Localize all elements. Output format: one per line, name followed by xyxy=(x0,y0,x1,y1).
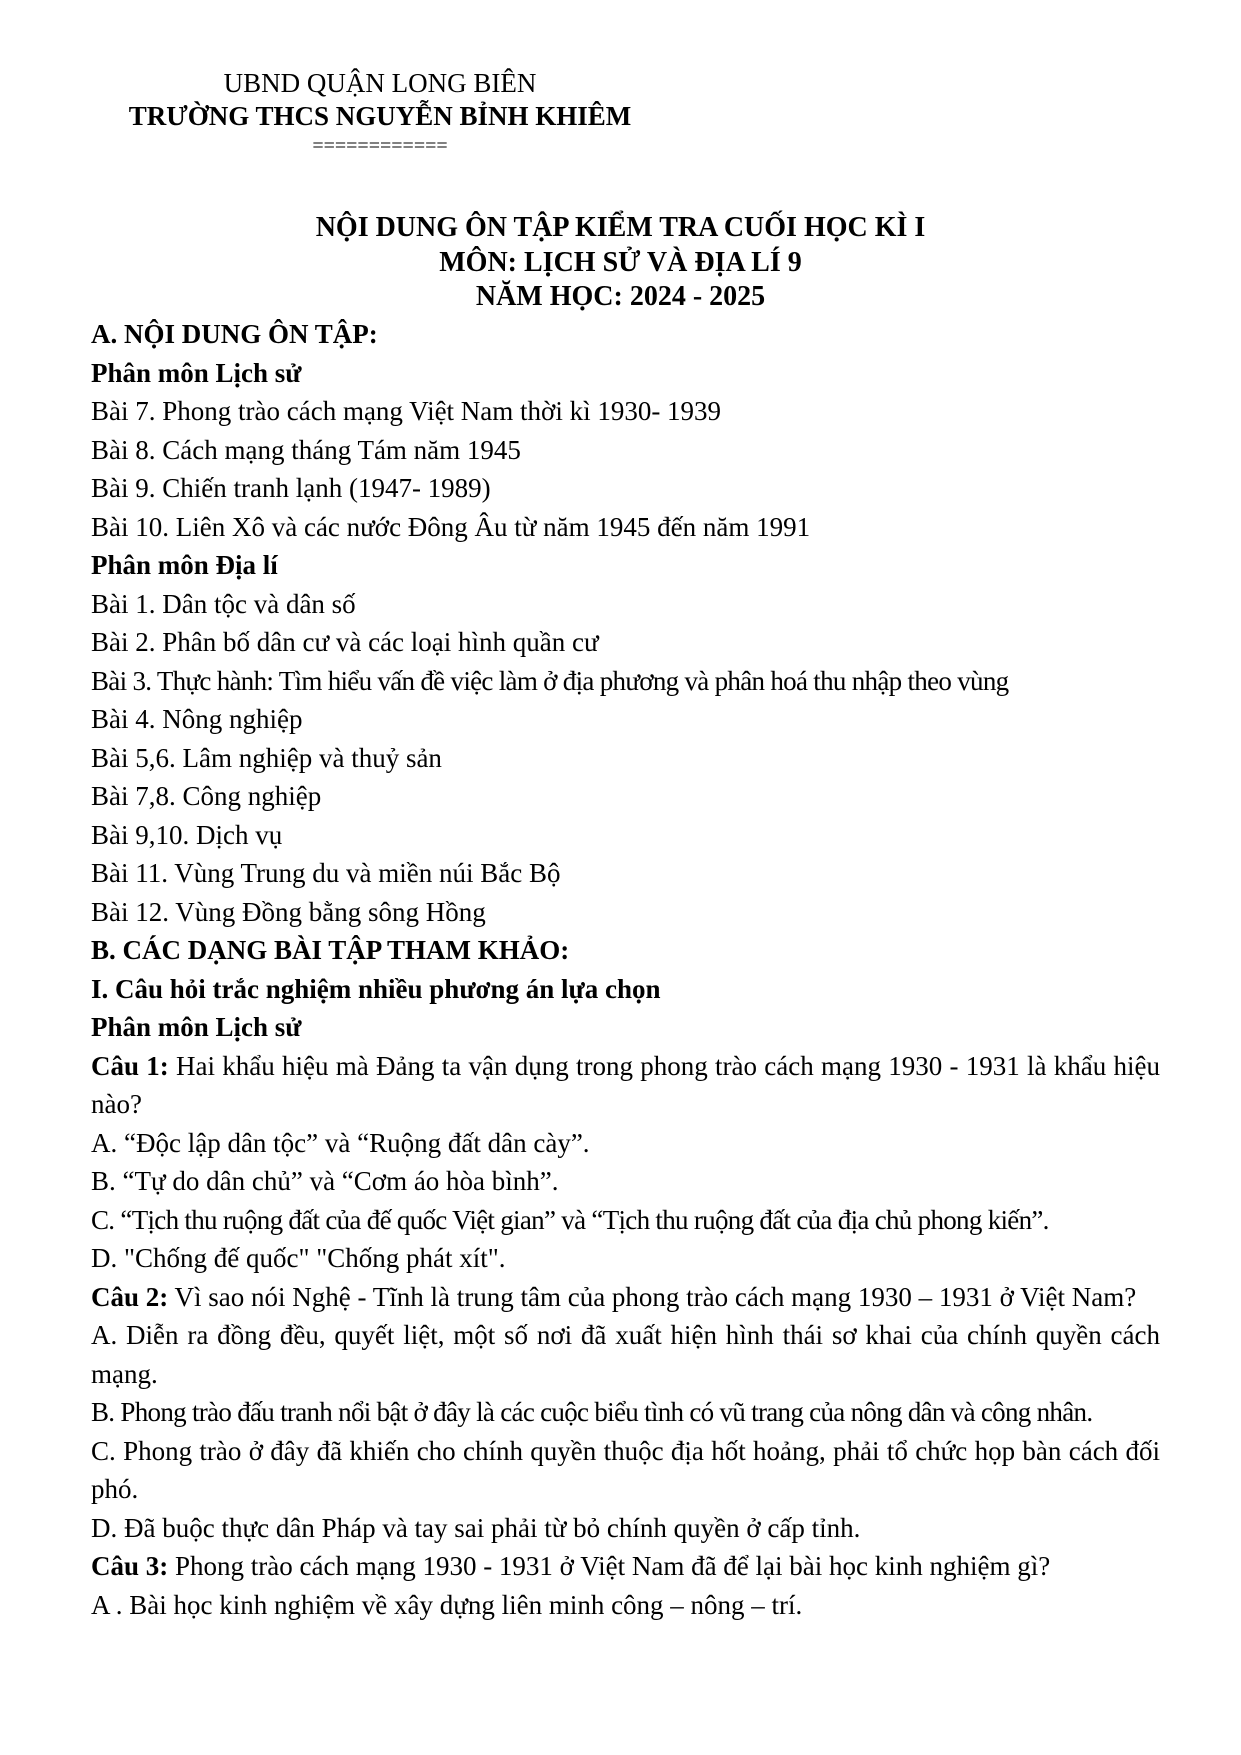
answer-option: C. Phong trào ở đây đã khiến cho chính quyền thuộc địa hốt hoảng, phải tổ chức họp bàn cách đối phó. xyxy=(91,1435,1160,1504)
question-text: Phong trào cách mạng 1930 - 1931 ở Việt Nam đã để lại bài học kinh nghiệm gì? xyxy=(168,1551,1051,1581)
school-name: TRƯỜNG THCS NGUYỄN BỈNH KHIÊM xyxy=(128,101,632,131)
question-1 xyxy=(91,1047,1160,1124)
answer-option: C. “Tịch thu ruộng đất của đế quốc Việt gian” và “Tịch thu ruộng đất của địa chủ phong kiến”. xyxy=(91,1204,1049,1235)
doc-title: NỘI DUNG ÔN TẬP KIỂM TRA CUỐI HỌC KÌ I xyxy=(315,212,926,243)
lesson-item: Bài 7,8. Công nghiệp xyxy=(91,781,322,811)
question-label: Câu 1: xyxy=(91,1050,169,1081)
lesson-item: Bài 3. Thực hành: Tìm hiểu vấn đề việc làm ở địa phương và phân hoá thu nhập theo vùng xyxy=(91,665,1009,696)
answer-option: B. “Tự do dân chủ” và “Cơm áo hòa bình”. xyxy=(91,1166,559,1196)
section-b-heading: B. CÁC DẠNG BÀI TẬP THAM KHẢO: xyxy=(91,935,570,965)
geography-heading: Phân môn Địa lí xyxy=(91,550,278,580)
question-label: Câu 2: xyxy=(91,1281,169,1312)
doc-school-year: NĂM HỌC: 2024 - 2025 xyxy=(475,281,766,312)
answer-option: D. Đã buộc thực dân Pháp và tay sai phải từ bỏ chính quyền ở cấp tỉnh. xyxy=(91,1512,861,1543)
lesson-item: Bài 9. Chiến tranh lạnh (1947- 1989) xyxy=(91,473,491,503)
question-3 xyxy=(91,1547,1160,1586)
answer-option: A . Bài học kinh nghiệm về xây dựng liên minh công – nông – trí. xyxy=(91,1589,803,1620)
answer-option: A. Diễn ra đồng đều, quyết liệt, một số nơi đã xuất hiện hình thái sơ khai của chính quyền cách mạng. xyxy=(91,1320,1160,1389)
district-name: UBND QUẬN LONG BIÊN xyxy=(223,68,537,98)
answer-option: B. Phong trào đấu tranh nổi bật ở đây là các cuộc biểu tình có vũ trang của nông dân và công nhân. xyxy=(91,1397,1093,1427)
lesson-item: Bài 2. Phân bố dân cư và các loại hình quần cư xyxy=(91,627,599,657)
doc-subject: MÔN: LỊCH SỬ VÀ ĐỊA LÍ 9 xyxy=(439,247,802,278)
lesson-item: Bài 10. Liên Xô và các nước Đông Âu từ năm 1945 đến năm 1991 xyxy=(91,511,811,542)
question-2 xyxy=(91,1278,1160,1317)
multiple-choice-heading: I. Câu hỏi trắc nghiệm nhiều phương án lựa chọn xyxy=(91,973,661,1004)
history-heading: Phân môn Lịch sử xyxy=(91,1012,302,1042)
history-heading: Phân môn Lịch sử xyxy=(91,357,302,388)
lesson-item: Bài 9,10. Dịch vụ xyxy=(91,819,283,850)
lesson-item: Bài 8. Cách mạng tháng Tám năm 1945 xyxy=(91,434,521,465)
lesson-item: Bài 7. Phong trào cách mạng Việt Nam thời kì 1930- 1939 xyxy=(91,396,722,426)
lesson-item: Bài 11. Vùng Trung du và miền núi Bắc Bộ xyxy=(91,858,561,888)
answer-option: A. “Độc lập dân tộc” và “Ruộng đất dân cày”. xyxy=(91,1127,590,1158)
lesson-item: Bài 4. Nông nghiệp xyxy=(91,704,303,734)
document-body xyxy=(91,315,1160,1624)
section-a-heading: A. NỘI DUNG ÔN TẬP: xyxy=(91,319,378,349)
question-text: Hai khẩu hiệu mà Đảng ta vận dụng trong phong trào cách mạng 1930 - 1931 là khẩu hiệu nào? xyxy=(91,1050,1160,1119)
lesson-item: Bài 12. Vùng Đồng bằng sông Hồng xyxy=(91,896,486,927)
lesson-item: Bài 1. Dân tộc và dân số xyxy=(91,588,356,619)
lesson-item: Bài 5,6. Lâm nghiệp và thuỷ sản xyxy=(91,742,442,773)
answer-option: D. "Chống đế quốc" "Chống phát xít". xyxy=(91,1243,506,1273)
header-separator: ============ xyxy=(312,135,448,157)
question-text: Vì sao nói Nghệ - Tĩnh là trung tâm của phong trào cách mạng 1930 – 1931 ở Việt Nam? xyxy=(168,1281,1137,1312)
question-label: Câu 3: xyxy=(91,1551,169,1581)
